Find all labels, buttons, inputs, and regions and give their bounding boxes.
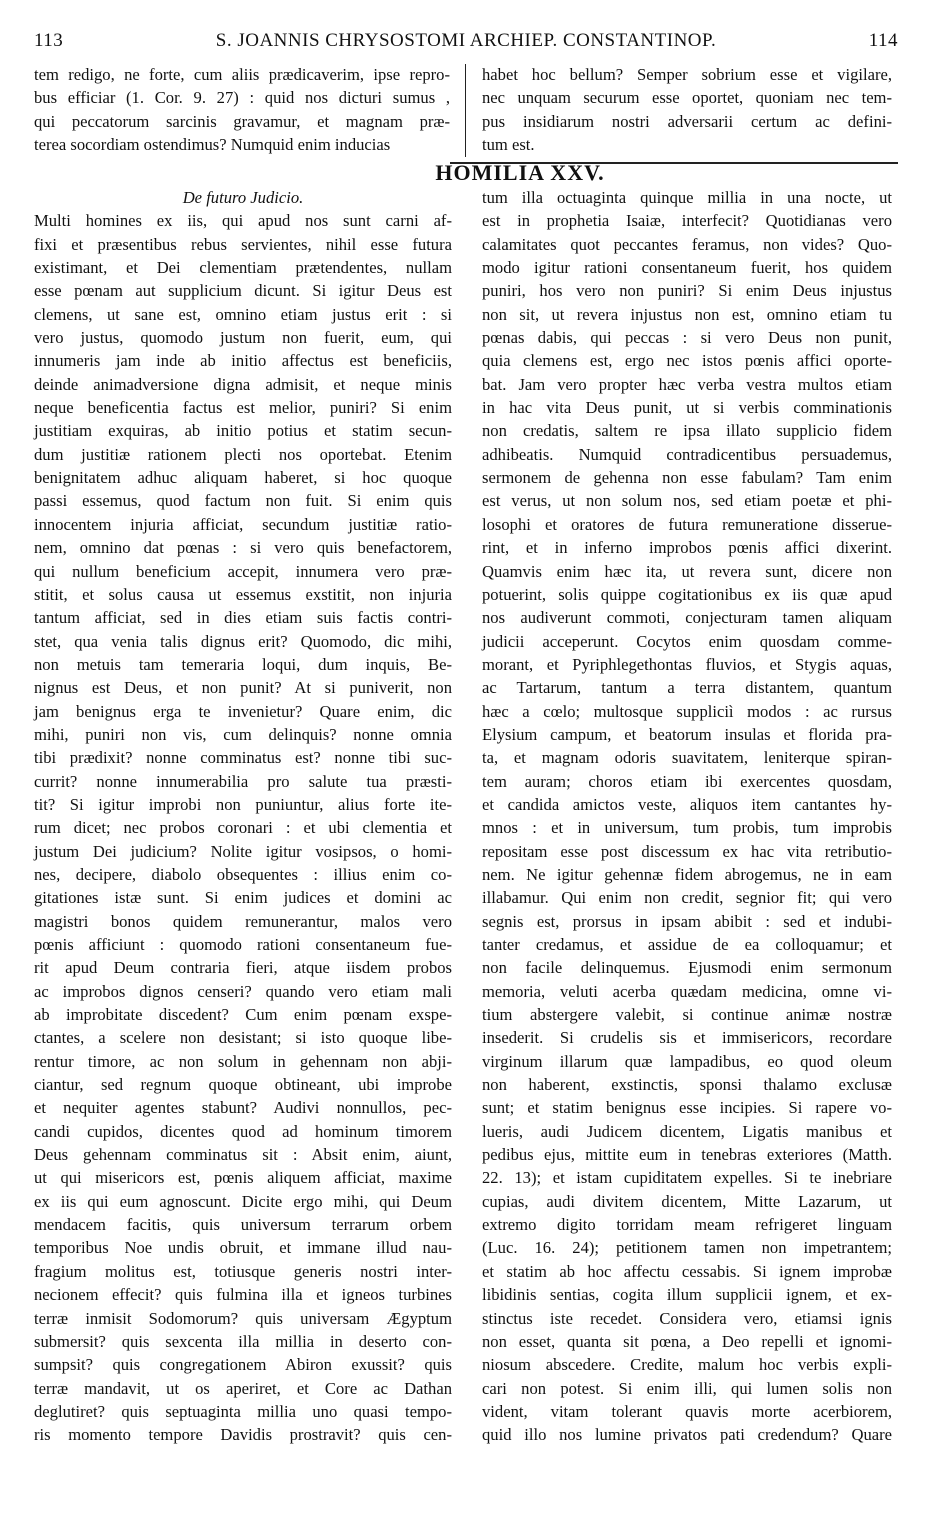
text-line: mihi, puniri non vis, cum delinquis? nonne omnia [34, 724, 452, 744]
text-line: innumeris jam inde ab initio affectus est beneficiis, [34, 351, 452, 371]
text-line: stinctus iste recedet. Considera vero, etiamsi ignis [482, 1308, 892, 1328]
text-line: insederit. Si crudelis sis et immisericors, recordare [482, 1028, 892, 1048]
text-line: nec unquam securum esse oportet, quoniam nec tem- [482, 88, 892, 108]
text-line: non haberent, exstinctis, sponsi thalamo exclusæ [482, 1075, 892, 1095]
text-line: cupias, audi divitem dicentem, Mitte Lazarum, ut [482, 1191, 892, 1211]
text-line: nignus est Deus, et non punit? At si puniverit, non [34, 678, 452, 698]
text-line: quia clemens est, ergo nec istos pœnis affici oporte- [482, 351, 892, 371]
text-line: esse pœnam aut supplicium dicunt. Si igitur Deus est [34, 281, 452, 301]
text-line: ciantur, sed regnum quoque obtineant, ubi improbe [34, 1075, 452, 1095]
text-line: ac improbos dignos censeri? quando vero etiam mali [34, 981, 452, 1001]
text-line: non metuis tam temeraria loqui, dum inquis, Be- [34, 654, 452, 674]
text-line: adhibeatis. Numquid contradicentibus persuademus, [482, 444, 892, 464]
text-line: tibi prædixit? nonne comminatus est? nonne tibi suc- [34, 748, 452, 768]
text-line: pus insidiarum nostri adversarii certum ac defini- [482, 111, 892, 131]
text-line: necionem effecit? quis fulmina illa et igneos turbines [34, 1285, 452, 1305]
text-line: ctantes, a scelere non desistant; si isto quoque libe- [34, 1028, 452, 1048]
text-line: lueris, audi Judicem dicentem, Ligatis manibus et [482, 1121, 892, 1141]
text-line: non esset, quanta sit pœna, a Deo repelli et ignomi- [482, 1331, 892, 1351]
text-line: pœnas dabis, qui peccas : si vero Deus non punit, [482, 328, 892, 348]
text-line: candi cupidos, dicentes quod ad hominum timorem [34, 1121, 452, 1141]
text-line: extremo digito torridam meam refrigeret linguam [482, 1215, 892, 1235]
text-line: in hac vita Deus punit, ut si verbis comminationis [482, 398, 892, 418]
text-line: rentur timore, ac non solum in gehennam non abji- [34, 1051, 452, 1071]
text-line: neque beneficentia factus est melior, puniri? Si enim [34, 398, 452, 418]
text-line: non facile delinquemus. Ejusmodi enim sermonum [482, 958, 892, 978]
text-line: et nequiter agentes stabunt? Audivi nonnullos, pec- [34, 1098, 452, 1118]
text-line: segnis est, prorsus in ipsam abibit : sed et indubi- [482, 911, 892, 931]
text-line: innocentem injuria afficiat, secundum justitiæ ratio- [34, 514, 452, 534]
text-line: est in prophetia Isaiæ, interfecit? Quotidianas vero [482, 211, 892, 231]
text-line: rum dicet; nec probos coronari : et ubi clementia et [34, 818, 452, 838]
text-line: ut qui misericors est, pœnis aliquem afficiat, maxime [34, 1168, 452, 1188]
text-line: deglutiret? quis septuaginta millia uno quasi tempo- [34, 1401, 452, 1421]
text-line: (Luc. 16. 24); petitionem tamen non impetrantem; [482, 1238, 892, 1258]
text-line: vident, vitam tolerant quavis morte acerbiorem, [482, 1401, 892, 1421]
top-left-column [34, 63, 450, 156]
text-line: bus efficiar (1. Cor. 9. 27) : quid nos dicturi sumus , [34, 88, 450, 108]
text-line: 22. 13); et istam cupiditatem expelles. Si te inebriare [482, 1168, 892, 1188]
text-line: mnos : et in universum, tum probis, tum improbis [482, 818, 892, 838]
text-line: fragium molitus est, totiusque generis nostri inter- [34, 1261, 452, 1281]
text-line: puniri, hos vero non puniri? Si enim Deus injustus [482, 281, 892, 301]
text-line: submersit? quis sexcenta illa millia in deserto con- [34, 1331, 452, 1351]
left-text-column [34, 186, 452, 1447]
text-line: vero justus, quomodo justum non fuerit, eum, qui [34, 328, 452, 348]
text-line: Deus gehennam comminatus sit : Absit enim, aiunt, [34, 1145, 452, 1165]
text-line: Quamvis enim hæc ita, ut revera sunt, dicere non [482, 561, 892, 581]
text-line: virginum illarum quæ lampadibus, eo quod oleum [482, 1051, 892, 1071]
text-line: terræ mandavit, ut os aperiret, et Core ac Dathan [34, 1378, 452, 1398]
right-text-column [482, 186, 892, 1447]
page-number-left: 113 [34, 30, 64, 51]
text-line: passi essemus, quod factum non fuit. Si enim quis [34, 491, 452, 511]
text-line: libidinis sentias, cogita illum supplicii ignem, et ex- [482, 1285, 892, 1305]
text-line: calamitates quot peccantes feramus, non vides? Quo- [482, 234, 892, 254]
text-line: tit? Si igitur improbi non puniuntur, alius forte ite- [34, 794, 452, 814]
text-line: niosum abscedere. Credite, malum hoc verbis expli- [482, 1355, 892, 1375]
text-line: nem, omnino dat pœnas : si vero quis benefactorem, [34, 538, 452, 558]
text-line: tantum afficiat, sed in dies etiam suis factis contri- [34, 608, 452, 628]
text-line: tem redigo, ne forte, cum aliis prædicaverim, ipse repro- [34, 65, 450, 84]
text-line: currit? nonne innumerabilia pro salute tua præsti- [34, 771, 452, 791]
text-line: memoria, veluti acerba quædam medicina, omne vi- [482, 981, 892, 1001]
text-line: hæc a cœlo; multosque suppliciì modos : ac rursus [482, 701, 892, 721]
text-line: non credatis, saltem re ipsa illato supplicio fidem [482, 421, 892, 441]
column-divider [465, 64, 466, 157]
text-line: pedibus ejus, mittite eum in tenebras exteriores (Matth. [482, 1145, 892, 1165]
text-line: et candida amictos veste, aliquos item cantantes hy- [482, 794, 892, 814]
text-line: terræ inmisit Sodomorum? quis universam Ægyptum [34, 1308, 452, 1328]
text-line: sunt; et statim benignus esse incipies. Si rapere vo- [482, 1098, 892, 1118]
running-header [34, 30, 898, 56]
text-line: habet hoc bellum? Semper sobrium esse et vigilare, [482, 65, 892, 84]
text-line: tanter credamus, et assidue de ea colloquamur; et [482, 935, 892, 954]
text-line: rit apud Deum contraria fieri, atque iisdem probos [34, 958, 452, 978]
text-line: Elysium campum, et beatorum insulas et florida pra- [482, 724, 892, 744]
text-line: quid illo nos lumine privatos pati credendum? Quare [482, 1425, 892, 1445]
text-line: nem. Ne igitur gehennæ fidem abrogemus, ne in eam [482, 864, 892, 884]
text-line: rint, et in inferno improbos pœnis affici dixerint. [482, 538, 892, 558]
text-line: et statim ab hoc affectu cessabis. Si ignem improbæ [482, 1261, 892, 1281]
text-line: cari non potest. Si enim illi, qui lumen solis non [482, 1378, 892, 1398]
text-line: losophi et oratores de futura remuneratione disserue- [482, 514, 892, 534]
text-line: mendacem facitis, quis universum terrarum orbem [34, 1215, 452, 1235]
text-line: repositam esse post discessum ex hac vita retributio- [482, 841, 892, 861]
homily-subtitle: De futuro Judicio. [182, 188, 304, 207]
text-line: non sit, ut revera injustus non est, omnino etiam tu [482, 304, 892, 324]
text-line: ex iis qui eum agnoscunt. Dicite ergo mihi, qui Deum [34, 1191, 452, 1211]
text-line: sermonem de gehenna non esse fabulam? Tam enim [482, 468, 892, 488]
text-line: sumpsit? quis congregationem Abiron exussit? quis [34, 1355, 452, 1375]
text-line: ta, et magnam odoris suavitatem, leniterque spiran- [482, 748, 892, 768]
running-title: S. JOANNIS CHRYSOSTOMI ARCHIEP. CONSTANTINOP. [215, 30, 717, 51]
text-line: stet, qua venia talis dignus erit? Quomodo, dic mihi, [34, 631, 452, 651]
text-line: magistri bonos quidem remunerantur, malos vero [34, 911, 452, 931]
text-line: nes, decipere, diabolo obsequentes : illius enim co- [34, 864, 452, 884]
text-line: est verus, ut non solum nos, sed etiam poetæ et phi- [482, 491, 892, 511]
text-line: morant, et Pyriphlegethontas fluvios, et Stygis aquas, [482, 654, 892, 674]
text-line: ab improbitate discedent? Cum enim pœnam exspe- [34, 1005, 452, 1025]
text-line: tum illa octuaginta quinque millia in una nocte, ut [482, 188, 892, 207]
top-right-column [482, 63, 892, 156]
text-line: nos audiverunt commoti, conjecturam tamen aliquam [482, 608, 892, 628]
text-line: justum Dei judicium? Nolite igitur vosipsos, o homi- [34, 841, 452, 861]
text-line: tum est. [482, 135, 535, 155]
text-line: illabamur. Qui enim non credit, segnior fit; qui vero [482, 888, 892, 908]
text-line: temporibus Noe undis obruit, et immane illud nau- [34, 1238, 452, 1258]
text-line: fixi et præsentibus rebus servientes, nihil esse futura [34, 234, 452, 254]
text-line: existimant, et Dei clementiam prætendentes, nullam [34, 258, 452, 278]
text-line: judicii acceperunt. Cocytos enim quosdam comme- [482, 631, 892, 651]
text-line: gitationes istæ sunt. Si enim judices et domini ac [34, 888, 452, 908]
page-number-right: 114 [868, 30, 898, 51]
text-line: ris momento tempore Davidis prostravit? quis cen- [34, 1425, 452, 1445]
text-line: terea socordiam ostendimus? Numquid enim inducias [34, 135, 391, 155]
text-line: jam benignus erga te invenietur? Quare enim, dic [34, 701, 452, 721]
text-line: pœnis afficiunt : quomodo rationi consentaneum fue- [34, 935, 452, 954]
text-line: Multi homines ex iis, qui apud nos sunt carni af- [34, 211, 452, 231]
text-line: bat. Jam vero propter hæc verba vestra multos etiam [482, 374, 892, 394]
text-line: tium abstergere valebit, si continue animæ nostræ [482, 1005, 892, 1025]
text-line: modo igitur rationi consentaneum fuerit, hos quidem [482, 258, 892, 278]
text-line: dum justitiæ rationem plecti nos oportebat. Etenim [34, 444, 452, 464]
text-line: clemens, ut sane est, omnino etiam justus erit : si [34, 304, 452, 324]
text-line: tem auram; choros etiam ibi exercentes quosdam, [482, 771, 892, 791]
homily-heading: HOMILIA XXV. [435, 160, 605, 185]
text-line: deinde animadversione digna admisit, et neque minis [34, 374, 452, 394]
text-line: justitiam exquiras, ab initio potius et statim secun- [34, 421, 452, 441]
text-line: qui peccatorum sarcinis gravamur, et magnam præ- [34, 111, 450, 131]
text-line: stitit, et solus causa ut essemus exstitit, non injuria [34, 584, 452, 604]
text-line: benignitatem adhuc aliquam haberet, si hoc quoque [34, 468, 452, 488]
text-line: ac Tartarum, tantum a terra distantem, quantum [482, 678, 892, 698]
text-line: qui nullum beneficium accepit, innumera vero præ- [34, 561, 452, 581]
text-line: potuerint, solis quippe cogitationibus ex iis quæ apud [482, 584, 892, 604]
